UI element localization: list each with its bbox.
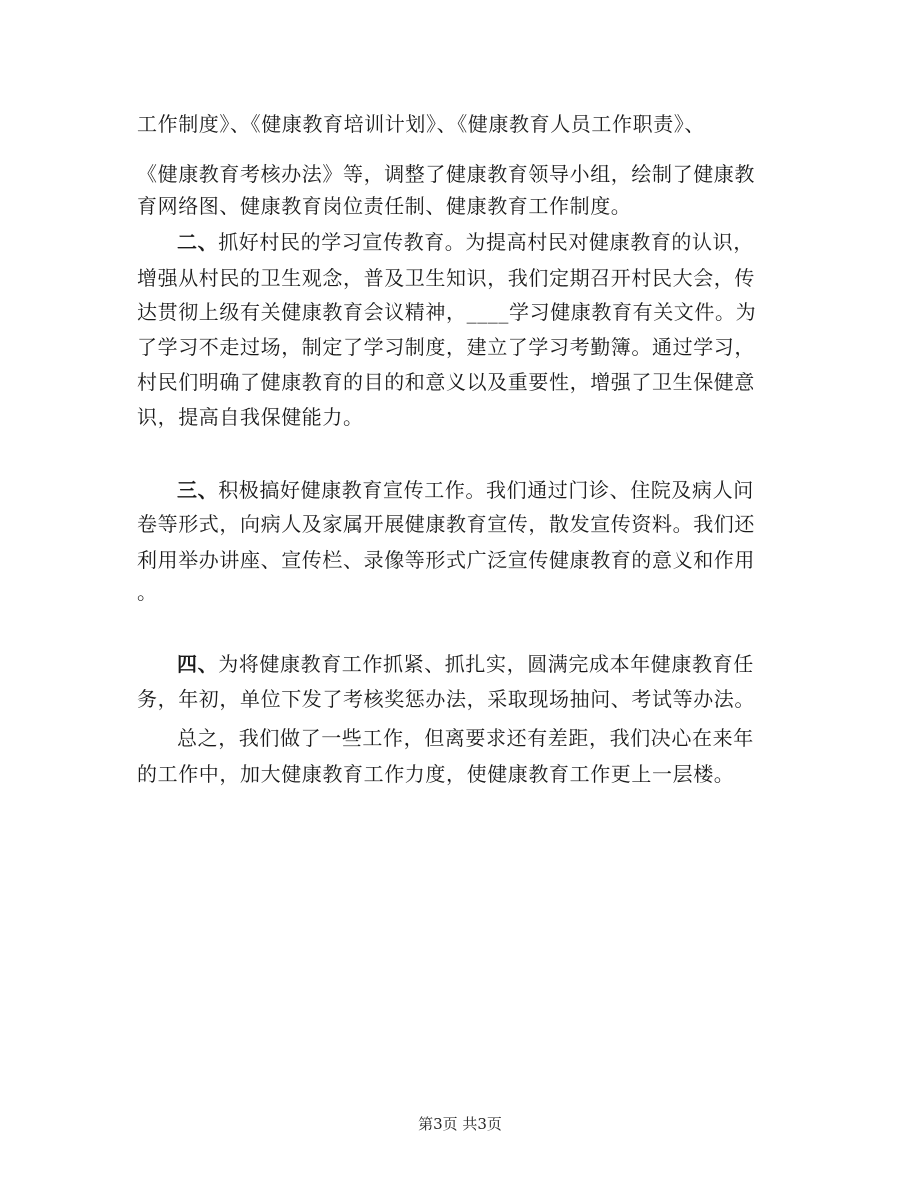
paragraph-1-line-2: 增强从村民的卫生观念，普及卫生知识，我们定期召开村民大会，传 [137, 266, 755, 290]
paragraph-1-heading: 二、 [177, 230, 219, 254]
paragraph-3-line-1-text: 为将健康教育工作抓紧、抓扎实，圆满完成本年健康教育任 [218, 652, 754, 676]
paragraph-1-line-1-text: 抓好村民的学习宣传教育。为提高村民对健康教育的认识， [218, 230, 754, 254]
paragraph-1-line-5: 村民们明确了健康教育的目的和意义以及重要性，增强了卫生保健意 [137, 370, 755, 394]
paragraph-3-line-2: 务，年初，单位下发了考核奖惩办法，采取现场抽问、考试等办法。 [137, 687, 755, 711]
paragraph-1-line-3: 达贯彻上级有关健康教育会议精神，____学习健康教育有关文件。为 [137, 300, 757, 324]
paragraph-4-line-2: 的工作中，加大健康教育工作力度，使健康教育工作更上一层楼。 [137, 762, 735, 786]
paragraph-2-heading: 三、 [177, 478, 219, 502]
paragraph-1-line-1 [177, 228, 754, 256]
page-number-footer: 第3页 共3页 [418, 1115, 502, 1133]
paragraph-2-line-1-text: 积极搞好健康教育宣传工作。我们通过门诊、住院及病人问 [218, 478, 754, 502]
paragraph-0-line-1: 工作制度》、《健康教育培训计划》、《健康教育人员工作职责》、 [137, 112, 705, 136]
paragraph-2-line-1 [177, 476, 754, 504]
paragraph-2-line-3: 利用举办讲座、宣传栏、录像等形式广泛宣传健康教育的意义和作用 [137, 548, 755, 572]
paragraph-3-line-1 [177, 650, 754, 678]
paragraph-2-line-4: 。 [137, 580, 158, 604]
paragraph-3-heading: 四、 [177, 652, 219, 676]
paragraph-2-line-2: 卷等形式，向病人及家属开展健康教育宣传，散发宣传资料。我们还 [137, 512, 755, 536]
paragraph-1-line-4: 了学习不走过场，制定了学习制度，建立了学习考勤簿。通过学习， [137, 335, 755, 359]
paragraph-4-line-1: 总之，我们做了一些工作，但离要求还有差距，我们决心在来年 [177, 726, 754, 750]
paragraph-0-line-2: 《健康教育考核办法》等，调整了健康教育领导小组，绘制了健康教 [137, 162, 755, 186]
paragraph-0-line-3: 育网络图、健康教育岗位责任制、健康教育工作制度。 [137, 194, 632, 218]
paragraph-1-line-6: 识，提高自我保健能力。 [137, 405, 364, 429]
